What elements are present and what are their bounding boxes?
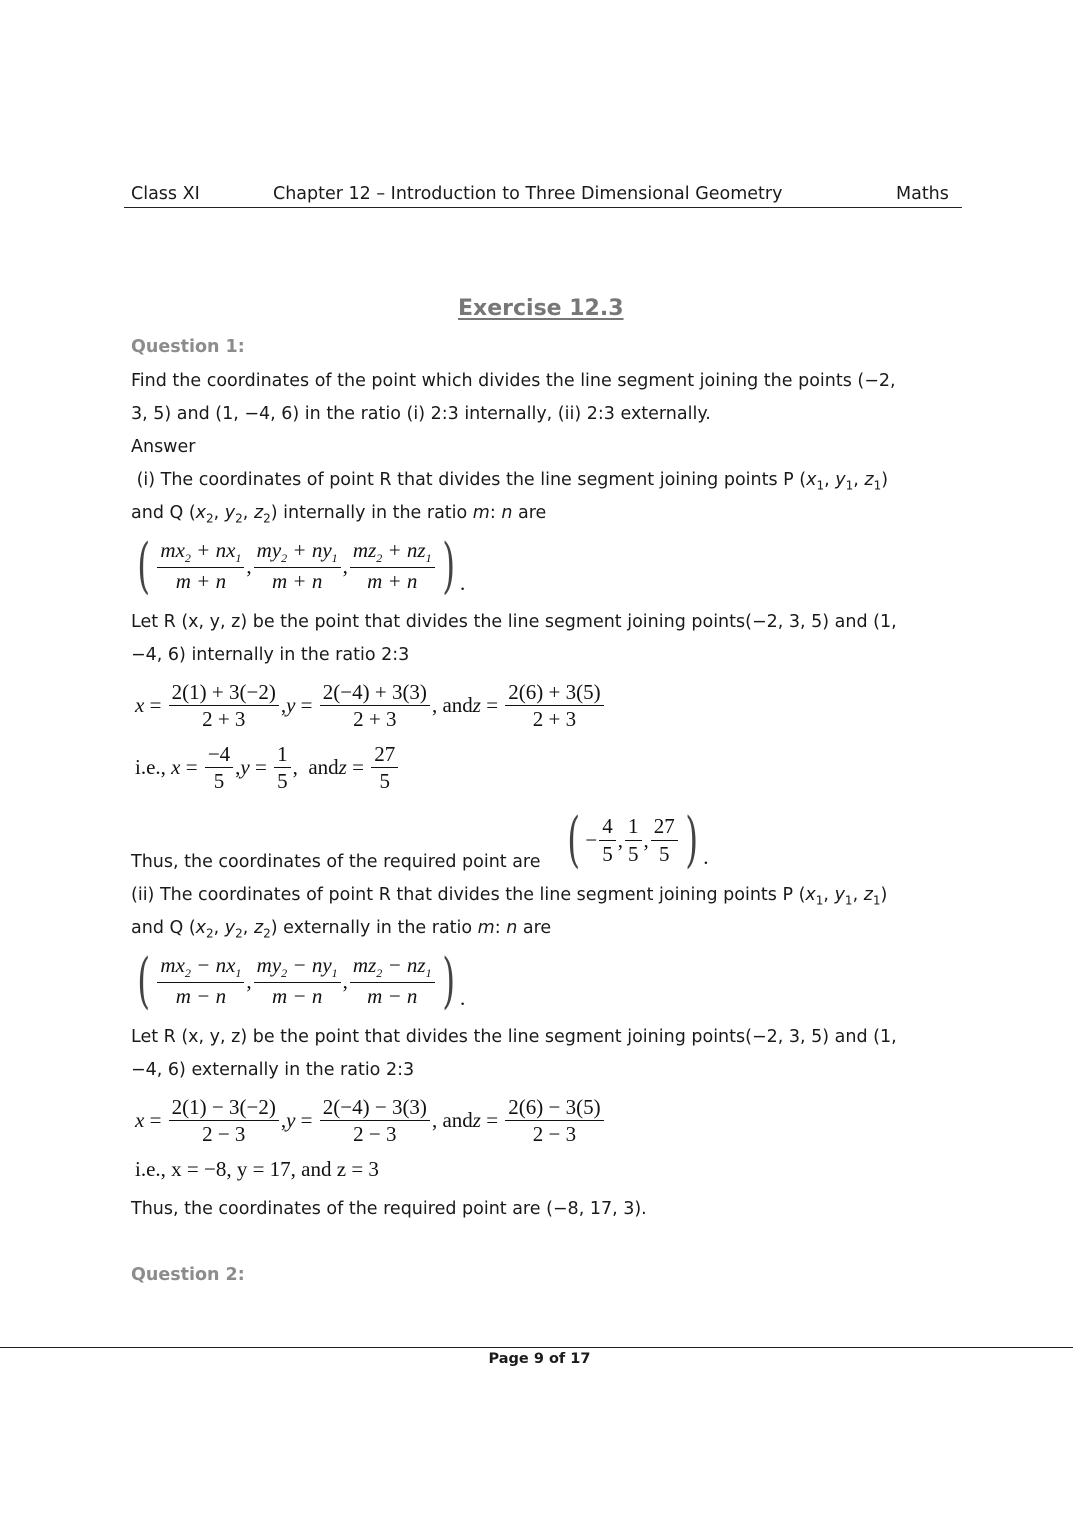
question-1-label: Question 1:: [131, 337, 245, 357]
page-number: Page 9 of 17: [488, 1351, 591, 1367]
part1-intro-line2: and Q ($x_2$, $y_2$, $z_2$) internally in the ratio m: n are: [131, 503, 547, 526]
header-subject: Maths: [896, 184, 949, 204]
let-r-external-line1: Let R (x, y, z) be the point that divides the line segment joining points(−2, 3, 5) and (1,: [131, 1027, 897, 1047]
part2-intro-line1: (ii) The coordinates of point R that divides the line segment joining points P ($x_1$, $y_1$, $z_1$): [131, 885, 888, 908]
let-r-internal-line2: −4, 6) internally in the ratio 2:3: [131, 645, 410, 665]
external-computation: x = $\frac{2(1) - 3(-2)}{2 - 3}$ , y = $\frac{2(-4) - 3(3)}{2 - 3}$ , and z = $\frac{2(6) - 3(5)}{2 - 3}$: [135, 1095, 606, 1146]
let-r-internal-line1: Let R (x, y, z) be the point that divides the line segment joining points(−2, 3, 5) and (1,: [131, 612, 897, 632]
header-chapter: Chapter 12 – Introduction to Three Dimensional Geometry: [273, 184, 783, 204]
internal-answer: ( − $\frac{4}{5}$ , $\frac{1}{5}$ , $\frac{27}{5}$ ) .: [567, 805, 709, 875]
part2-intro-line2: and Q ($x_2$, $y_2$, $z_2$) externally in the ratio m: n are: [131, 918, 552, 941]
question-1-text-line2: 3, 5) and (1, −4, 6) in the ratio (i) 2:3 internally, (ii) 2:3 externally.: [131, 404, 711, 424]
thus-internal: Thus, the coordinates of the required point are: [131, 852, 541, 872]
footer-rule: [0, 1347, 1073, 1348]
part1-intro-line1: (i) The coordinates of point R that divides the line segment joining points P ($x_1$, $y_1$, $z_1$): [131, 470, 889, 493]
internal-result: i.e., x = $\frac{-4}{5}$ , y = $\frac{1}{5}$ , and z = $\frac{27}{5}$: [135, 742, 400, 793]
question-2-label: Question 2:: [131, 1265, 245, 1285]
exercise-title: Exercise 12.3: [458, 296, 624, 321]
answer-label: Answer: [131, 437, 196, 457]
section-formula-external: ( $\frac{mx_2 - nx_1}{m - n}$ , $\frac{my_2 - ny_1}{m - n}$ , $\frac{mz_2 - nz_1}{m - n}$ ) .: [137, 946, 466, 1016]
internal-computation: x = $\frac{2(1) + 3(-2)}{2 + 3}$ , y = $\frac{2(-4) + 3(3)}{2 + 3}$ , and z = $\frac{2(6) + 3(5)}{2 + 3}$: [135, 680, 606, 731]
question-1-text-line1: Find the coordinates of the point which divides the line segment joining the points (−2,: [131, 371, 896, 391]
header-rule: [124, 207, 962, 208]
thus-external: Thus, the coordinates of the required point are (−8, 17, 3).: [131, 1199, 647, 1219]
let-r-external-line2: −4, 6) externally in the ratio 2:3: [131, 1060, 415, 1080]
header-class: Class XI: [131, 184, 200, 204]
section-formula-internal: ( $\frac{mx_2 + nx_1}{m + n}$ , $\frac{my_2 + ny_1}{m + n}$ , $\frac{mz_2 + nz_1}{m + n}$ ) .: [137, 531, 466, 601]
external-result: i.e., x = −8, y = 17, and z = 3: [135, 1157, 379, 1181]
